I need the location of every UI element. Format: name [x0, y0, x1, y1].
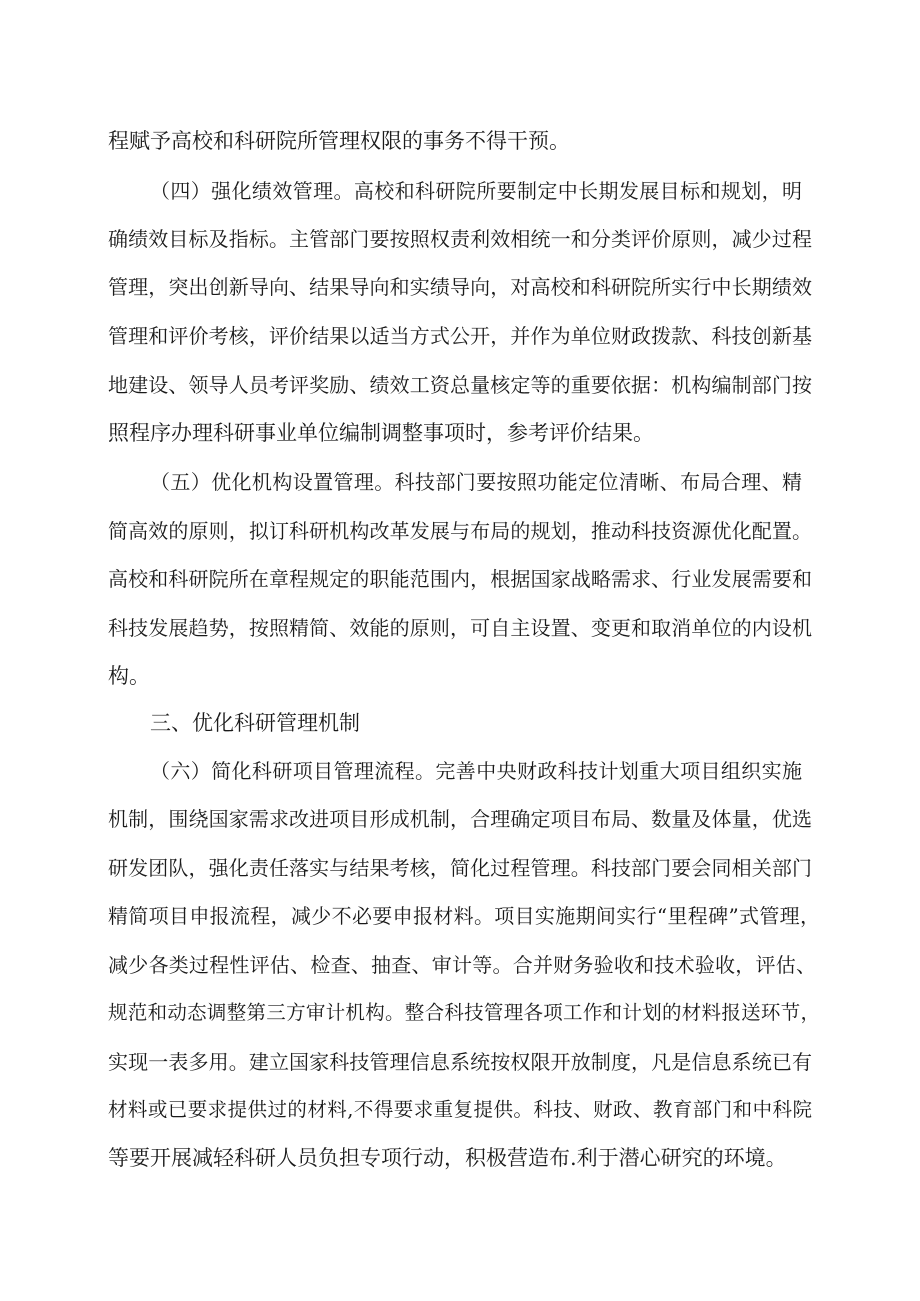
- text-line-9: [0, 514, 920, 548]
- line-text: 科技发展趋势，按照精简、效能的原则，可自主设置、变更和取消单位的内设机: [108, 616, 812, 640]
- line-text: 确绩效目标及指标。主管部门要按照权责利效相统一和分类评价原则，减少过程: [108, 227, 812, 251]
- text-line-11: [0, 611, 920, 645]
- line-text: （四）强化绩效管理。高校和科研院所要制定中长期发展目标和规划，明: [150, 179, 802, 203]
- text-line-1: [0, 124, 920, 158]
- text-line-8: [0, 465, 920, 499]
- line-text: 构。: [108, 664, 150, 688]
- line-text: 高校和科研院所在章程规定的职能范围内，根据国家战略需求、行业发展需要和: [108, 567, 812, 591]
- text-line-15: [0, 802, 920, 836]
- text-line-22: [0, 1141, 920, 1175]
- line-text: 材料或已要求提供过的材料,不得要求重复提供。科技、财政、教育部门和中科院: [108, 1098, 812, 1121]
- line-text: （六）简化科研项目管理流程。完善中央财政科技计划重大项目组织实施: [150, 759, 802, 783]
- heading-text: 三、优化科研管理机制: [150, 711, 360, 735]
- line-text: 管理和评价考核，评价结果以适当方式公开，并作为单位财政拨款、科技创新基: [108, 324, 812, 348]
- text-line-5: [0, 319, 920, 353]
- text-line-12: [0, 659, 920, 693]
- text-line-16: [0, 851, 920, 885]
- text-line-14: [0, 754, 920, 788]
- line-text: 程赋予高校和科研院所管理权限的事务不得干预。: [108, 129, 570, 153]
- line-text: 照程序办理科研事业单位编制调整事项时，参考评价结果。: [108, 421, 654, 445]
- line-text: 规范和动态调整第三方审计机构。整合科技管理各项工作和计划的材料报送环节，: [108, 1001, 820, 1024]
- line-text: 简高效的原则，拟订科研机构改革发展与布局的规划，推动科技资源优化配置。: [108, 519, 812, 543]
- text-line-10: [0, 562, 920, 596]
- line-text: 地建设、领导人员考评奖励、绩效工资总量核定等的重要依据：机构编制部门按: [108, 373, 812, 397]
- text-line-20: [0, 1045, 920, 1079]
- text-line-2: [0, 174, 920, 208]
- line-text: （五）优化机构设置管理。科技部门要按照功能定位清晰、布局合理、精: [150, 470, 802, 494]
- line-text: 实现一表多用。建立国家科技管理信息系统按权限开放制度，凡是信息系统已有: [108, 1050, 812, 1074]
- line-text: 精简项目申报流程，减少不必要申报材料。项目实施期间实行“里程碑”式管理，: [108, 904, 820, 928]
- text-line-6: [0, 368, 920, 402]
- line-text: 管理，突出创新导向、结果导向和实绩导向，对高校和科研院所实行中长期绩效: [108, 275, 812, 299]
- line-text: 等要开展减轻科研人员负担专项行动，积极营造布.利于潜心研究的环境。: [108, 1146, 787, 1170]
- line-text: 机制，围绕国家需求改进项目形成机制，合理确定项目布局、数量及体量，优选: [108, 807, 812, 831]
- text-line-21: [0, 1093, 920, 1127]
- section-heading: [0, 706, 920, 740]
- text-line-4: [0, 270, 920, 304]
- text-line-3: [0, 222, 920, 256]
- line-text: 研发团队，强化责任落实与结果考核，简化过程管理。科技部门要会同相关部门: [108, 856, 812, 880]
- line-text: 减少各类过程性评估、检查、抽查、审计等。合并财务验收和技术验收，评估、: [108, 953, 816, 977]
- text-line-17: [0, 899, 920, 933]
- text-line-18: [0, 948, 920, 982]
- text-line-19: [0, 996, 920, 1030]
- text-line-7: [0, 416, 920, 450]
